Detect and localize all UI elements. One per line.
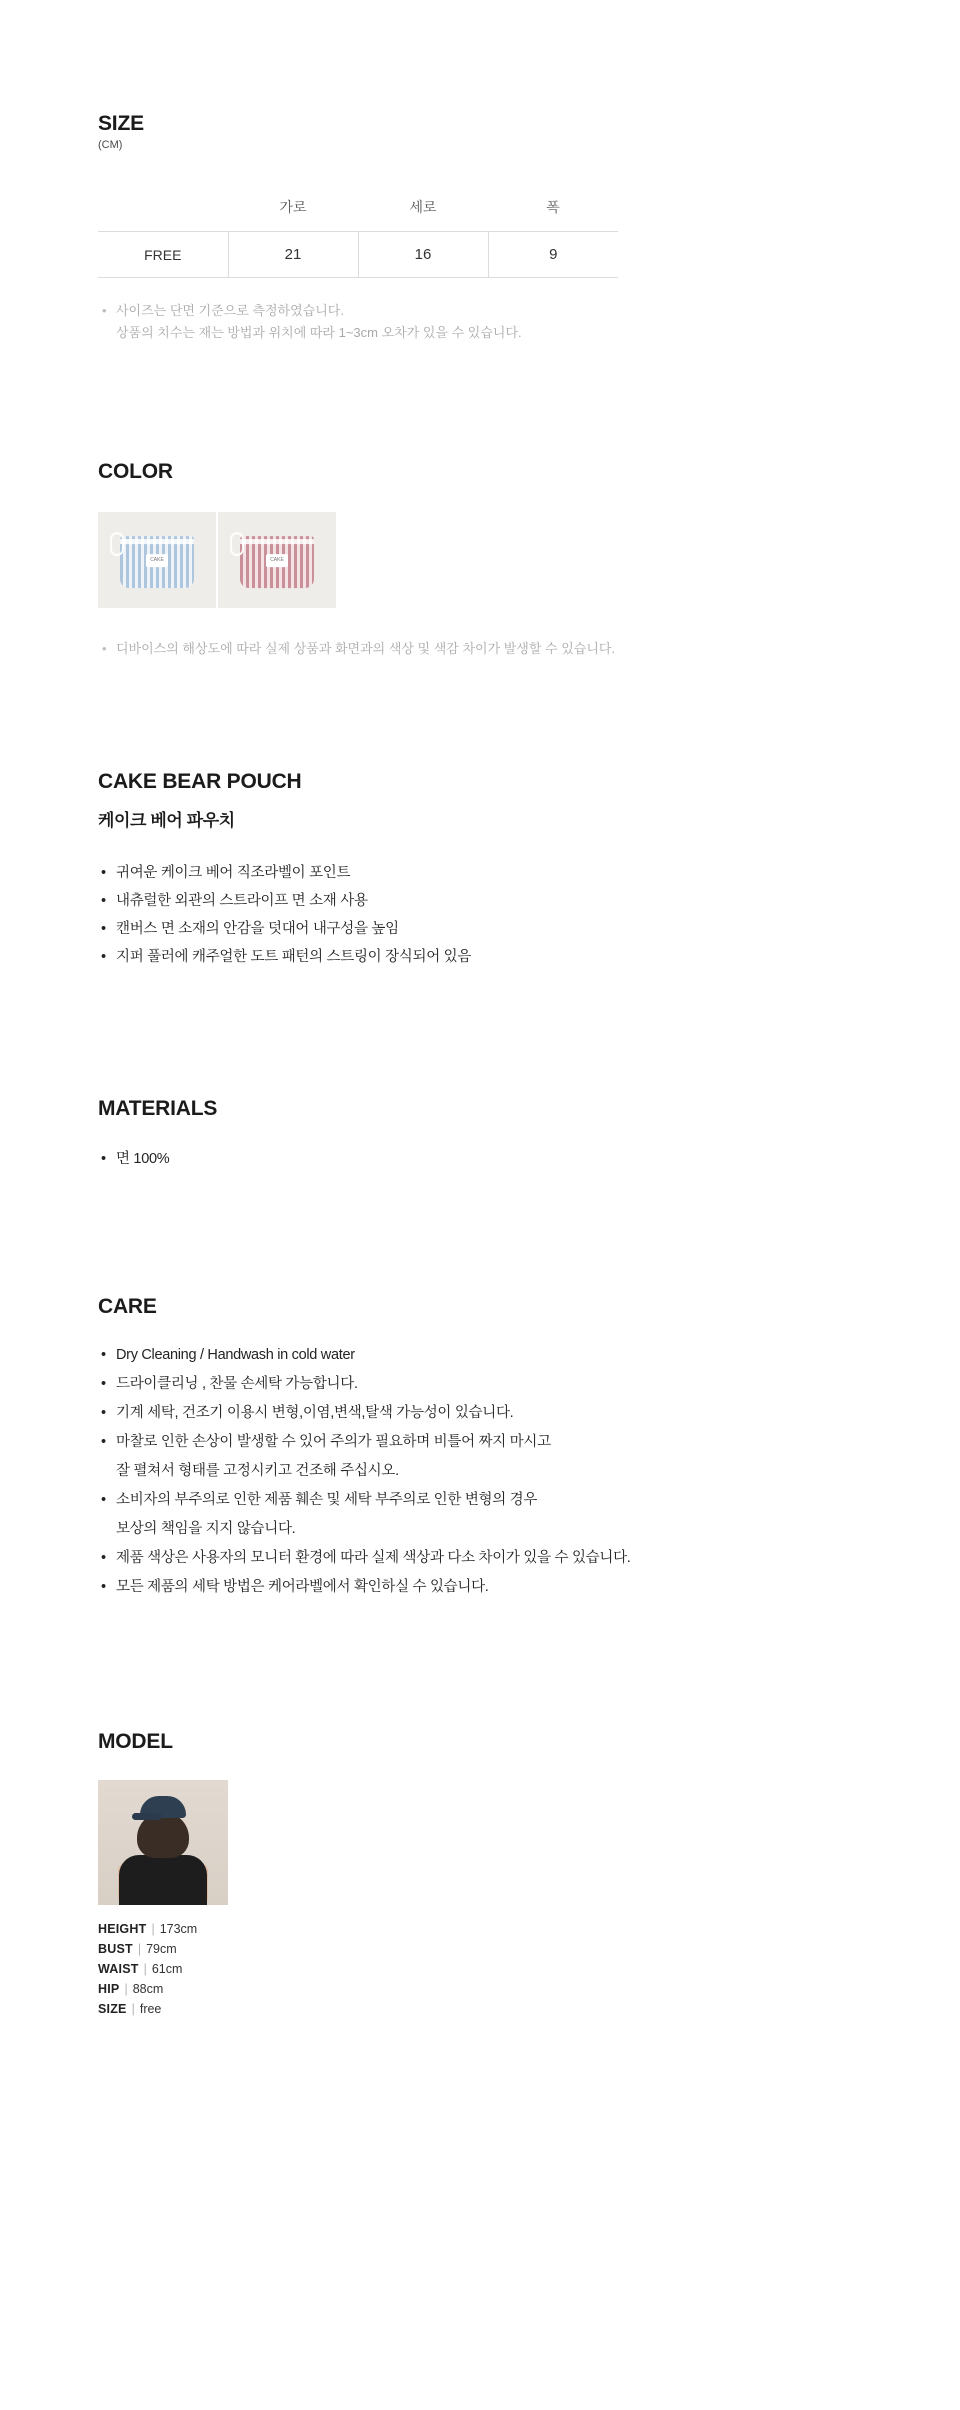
- product-section: [98, 660, 858, 971]
- care-line-1: Dry Cleaning / Handwash in cold water: [116, 1347, 355, 1363]
- color-swatch-pink[interactable]: [218, 512, 336, 608]
- color-notes: [98, 638, 858, 660]
- measure-value: 61cm: [151, 1962, 183, 1976]
- model-section: [98, 1602, 858, 2139]
- material-line-1: 면 100%: [116, 1151, 170, 1167]
- size-col-depth: 폭: [546, 199, 560, 215]
- measure-key: SIZE: [98, 2002, 127, 2016]
- materials-section: [98, 971, 858, 1173]
- measure-key: HEIGHT: [98, 1922, 147, 1936]
- model-measurements: [98, 1919, 858, 2019]
- model-photo: [98, 1780, 228, 1905]
- list-item: BUST | 79cm: [98, 1942, 177, 1956]
- feature-line-1: 지퍼 풀러에 캐주얼한 도트 패턴의 스트링이 장식되어 있음: [116, 949, 472, 965]
- measure-value: free: [139, 2002, 162, 2016]
- care-line-2: 보상의 책임을 지지 않습니다.: [116, 1521, 296, 1537]
- materials-heading: MATERIALS: [98, 1097, 218, 1120]
- list-item: WAIST | 61cm: [98, 1962, 183, 1976]
- list-item: SIZE | free: [98, 2002, 162, 2016]
- list-item: [98, 1145, 858, 1173]
- list-item: [98, 1399, 858, 1428]
- list-item: [98, 300, 858, 344]
- feature-line-1: 캔버스 면 소재의 안감을 덧대어 내구성을 높임: [116, 921, 399, 937]
- color-swatch-list: [98, 512, 858, 608]
- list-item: [98, 887, 858, 915]
- list-item: [98, 1573, 858, 1602]
- note-line-1: 사이즈는 단면 기준으로 측정하였습니다.: [116, 303, 344, 318]
- list-item: [98, 1486, 858, 1544]
- list-item: [98, 859, 858, 887]
- measure-value: 79cm: [146, 1942, 177, 1956]
- care-section: [98, 1173, 858, 1602]
- care-line-1: 기계 세탁, 건조기 이용시 변형,이염,변색,탈색 가능성이 있습니다.: [116, 1405, 514, 1421]
- note-line-1: 디바이스의 해상도에 따라 실제 상품과 화면과의 색상 및 색감 차이가 발생할 수 있습니다.: [116, 641, 616, 656]
- list-item: HIP | 88cm: [98, 1982, 164, 1996]
- pouch-image-blue: [120, 536, 194, 588]
- care-line-1: 제품 색상은 사용자의 모니터 환경에 따라 실제 색상과 다소 차이가 있을 수 있습니다.: [116, 1550, 631, 1566]
- model-heading: MODEL: [98, 1730, 173, 1753]
- size-cell-height: 16: [358, 232, 488, 278]
- care-list: [98, 1341, 858, 1602]
- size-notes: [98, 300, 858, 344]
- product-feature-list: [98, 859, 858, 971]
- care-line-1: 모든 제품의 세탁 방법은 케어라벨에서 확인하실 수 있습니다.: [116, 1579, 489, 1595]
- materials-list: [98, 1145, 858, 1173]
- size-section: [98, 0, 858, 344]
- feature-line-1: 귀여운 케이크 베어 직조라벨이 포인트: [116, 865, 351, 881]
- size-col-blank: [98, 187, 228, 232]
- color-swatch-blue[interactable]: [98, 512, 216, 608]
- list-item: [98, 1370, 858, 1399]
- size-table-header-row: [98, 187, 618, 232]
- measure-key: BUST: [98, 1942, 133, 1956]
- list-item: [98, 1428, 858, 1486]
- table-row: [98, 232, 618, 278]
- note-line-2: 상품의 치수는 재는 방법과 위치에 따라 1~3cm 오차가 있을 수 있습니다.: [116, 325, 522, 340]
- size-table: [98, 187, 618, 278]
- list-item: [98, 915, 858, 943]
- measure-value: 173cm: [159, 1922, 198, 1936]
- size-cell-width: 21: [228, 232, 358, 278]
- cap-icon: [140, 1796, 186, 1818]
- product-name-kr: 케이크 베어 파우치: [98, 811, 235, 830]
- pouch-label-pink: CAKE: [266, 554, 288, 567]
- list-item: [98, 1544, 858, 1573]
- measure-value: 88cm: [132, 1982, 164, 1996]
- care-line-1: 드라이클리닝 , 찬물 손세탁 가능합니다.: [116, 1376, 358, 1392]
- size-col-height: 세로: [409, 199, 437, 215]
- measure-key: WAIST: [98, 1962, 139, 1976]
- list-item: [98, 1341, 858, 1370]
- product-name-en: CAKE BEAR POUCH: [98, 770, 302, 793]
- size-col-width: 가로: [279, 199, 307, 215]
- list-item: [98, 638, 858, 660]
- care-heading: CARE: [98, 1295, 157, 1318]
- color-heading: COLOR: [98, 460, 173, 483]
- care-line-2: 잘 펼쳐서 형태를 고정시키고 건조해 주십시오.: [116, 1463, 399, 1479]
- list-item: HEIGHT | 173cm: [98, 1922, 198, 1936]
- care-line-1: 소비자의 부주의로 인한 제품 훼손 및 세탁 부주의로 인한 변형의 경우: [116, 1492, 538, 1508]
- size-row-name: FREE: [98, 232, 228, 278]
- measure-key: HIP: [98, 1982, 120, 1996]
- size-unit-label: (CM): [98, 139, 123, 151]
- feature-line-1: 내츄럴한 외관의 스트라이프 면 소재 사용: [116, 893, 368, 909]
- pouch-image-pink: [240, 536, 314, 588]
- list-item: [98, 943, 858, 971]
- pouch-label-blue: CAKE: [146, 554, 168, 567]
- care-line-1: 마찰로 인한 손상이 발생할 수 있어 주의가 필요하며 비틀어 짜지 마시고: [116, 1434, 551, 1450]
- size-heading: SIZE: [98, 112, 144, 135]
- color-section: [98, 344, 858, 660]
- size-cell-depth: 9: [488, 232, 618, 278]
